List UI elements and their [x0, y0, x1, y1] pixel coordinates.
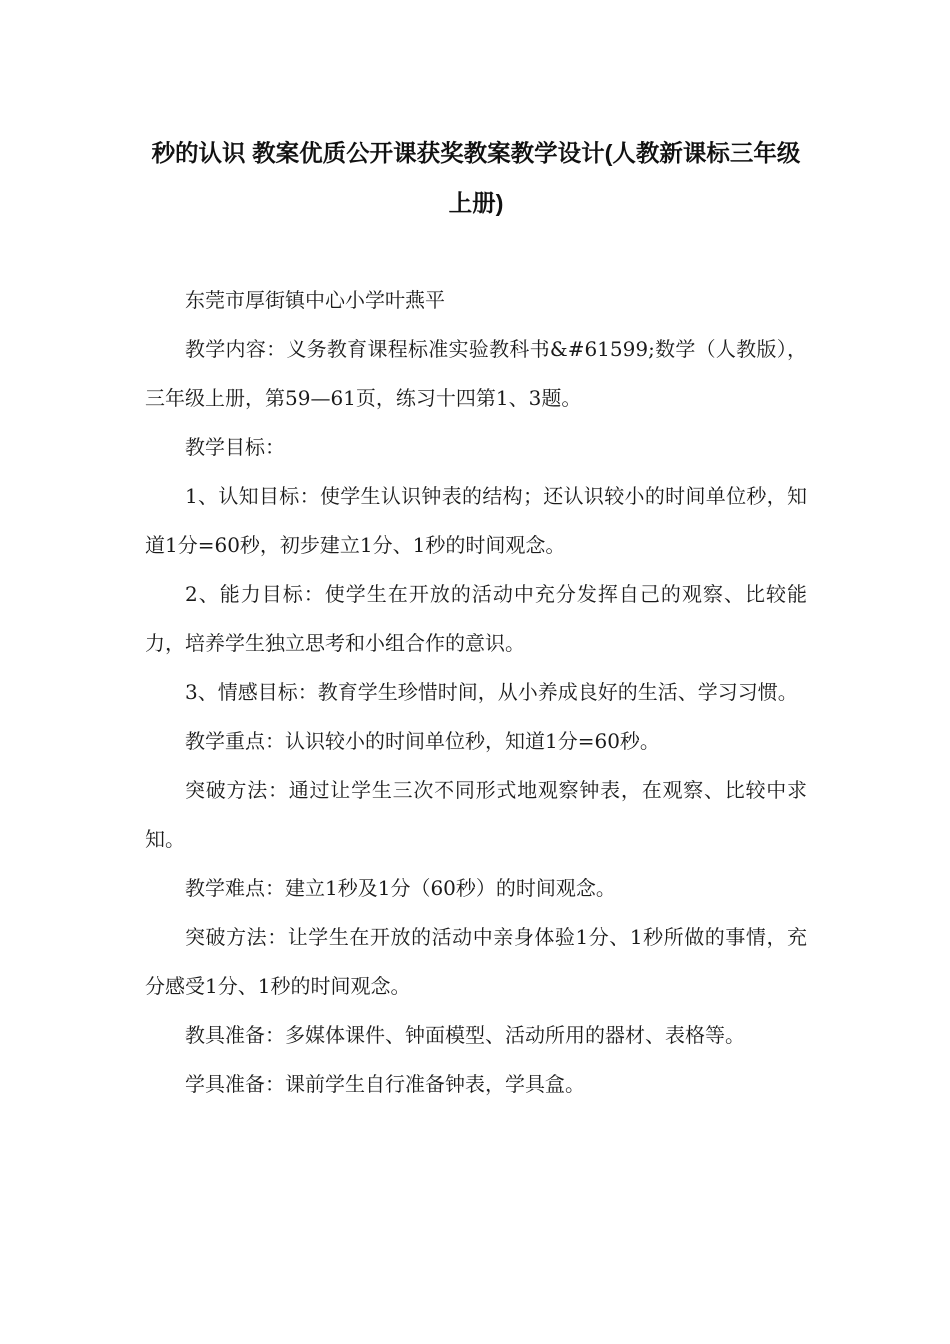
teaching-content-paragraph: 教学内容：义务教育课程标准实验教科书&#61599;数学（人教版），三年级上册，第59—61页，练习十四第1、3题。 [145, 337, 807, 410]
emotional-objective-paragraph: 3、情感目标：教育学生珍惜时间，从小养成良好的生活、学习习惯。 [185, 680, 798, 704]
ability-objective-paragraph: 2、能力目标：使学生在开放的活动中充分发挥自己的观察、比较能力，培养学生独立思考和小组合作的意识。 [145, 582, 807, 655]
learning-tools-paragraph: 学具准备：课前学生自行准备钟表，学具盒。 [185, 1072, 585, 1096]
author-line: 东莞市厚街镇中心小学叶燕平 [185, 288, 445, 312]
document-body [145, 276, 807, 1109]
key-point-paragraph: 教学重点：认识较小的时间单位秒，知道1分=60秒。 [185, 729, 660, 753]
difficulty-method-paragraph: 突破方法：让学生在开放的活动中亲身体验1分、1秒所做的事情，充分感受1分、1秒的时间观念。 [145, 925, 807, 998]
difficulty-paragraph: 教学难点：建立1秒及1分（60秒）的时间观念。 [185, 876, 616, 900]
cognitive-objective-paragraph: 1、认知目标：使学生认识钟表的结构；还认识较小的时间单位秒，知道1分=60秒，初步建立1分、1秒的时间观念。 [145, 484, 807, 557]
key-point-method-paragraph: 突破方法：通过让学生三次不同形式地观察钟表，在观察、比较中求知。 [145, 778, 807, 851]
document-title: 秒的认识 教案优质公开课获奖教案教学设计(人教新课标三年级上册) [151, 140, 801, 216]
teaching-objectives-heading: 教学目标： [185, 435, 285, 459]
teaching-aids-paragraph: 教具准备：多媒体课件、钟面模型、活动所用的器材、表格等。 [185, 1023, 745, 1047]
